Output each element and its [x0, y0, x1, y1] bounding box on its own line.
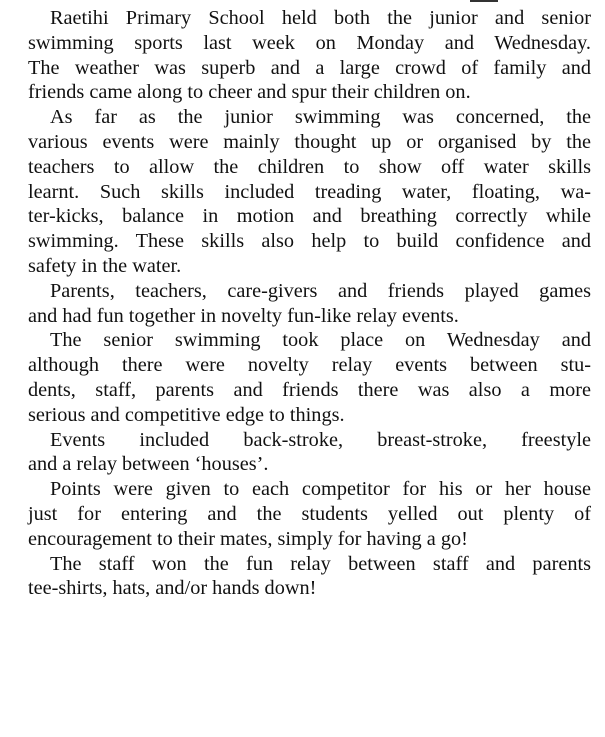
text-line: just for entering and the students yelled out plenty of: [28, 502, 591, 525]
text-line: Events included back-stroke, breast-stroke, freestyle: [50, 428, 591, 451]
text-line: As far as the junior swimming was concerned, the: [50, 106, 591, 129]
paragraph-5: [28, 428, 591, 478]
text-line: teachers to allow the children to show off water skills: [28, 155, 591, 178]
text-line: Points were given to each competitor for his or her house: [50, 478, 591, 501]
text-line: friends came along to cheer and spur their children on.: [28, 81, 471, 104]
paragraph-4: [28, 328, 591, 427]
text-line: although there were novelty relay events between stu-: [28, 354, 591, 377]
paragraph-2: [28, 105, 591, 279]
text-line: Raetihi Primary School held both the junior and senior: [50, 7, 591, 29]
text-line: serious and competitive edge to things.: [28, 403, 345, 426]
text-line: learnt. Such skills included treading water, floating, wa-: [28, 180, 591, 203]
text-line: tee-shirts, hats, and/or hands down!: [28, 577, 317, 600]
text-line: ter-kicks, balance in motion and breathing correctly while: [28, 205, 591, 228]
text-line: The staff won the fun relay between staff and parents: [50, 552, 591, 575]
text-line: and a relay between ‘houses’.: [28, 453, 269, 476]
text-line: safety in the water.: [28, 254, 182, 277]
paragraph-7: [28, 552, 591, 602]
text-line: The senior swimming took place on Wednesday and: [50, 329, 591, 352]
text-line: dents, staff, parents and friends there was also a more: [28, 378, 591, 401]
text-line: encouragement to their mates, simply for having a go!: [28, 527, 468, 550]
text-line: various events were mainly thought up or organised by the: [28, 130, 591, 153]
text-line: and had fun together in novelty fun-like relay events.: [28, 304, 459, 327]
paragraph-3: [28, 279, 591, 329]
text-line: swimming. These skills also help to build confidence and: [28, 230, 591, 253]
paragraph-6: [28, 477, 591, 551]
text-line: swimming sports last week on Monday and Wednesday.: [28, 31, 591, 54]
text-line: Parents, teachers, care-givers and friends played games: [50, 279, 591, 302]
paragraph-1: [28, 6, 591, 105]
text-line: The weather was superb and a large crowd of family and: [28, 56, 591, 79]
